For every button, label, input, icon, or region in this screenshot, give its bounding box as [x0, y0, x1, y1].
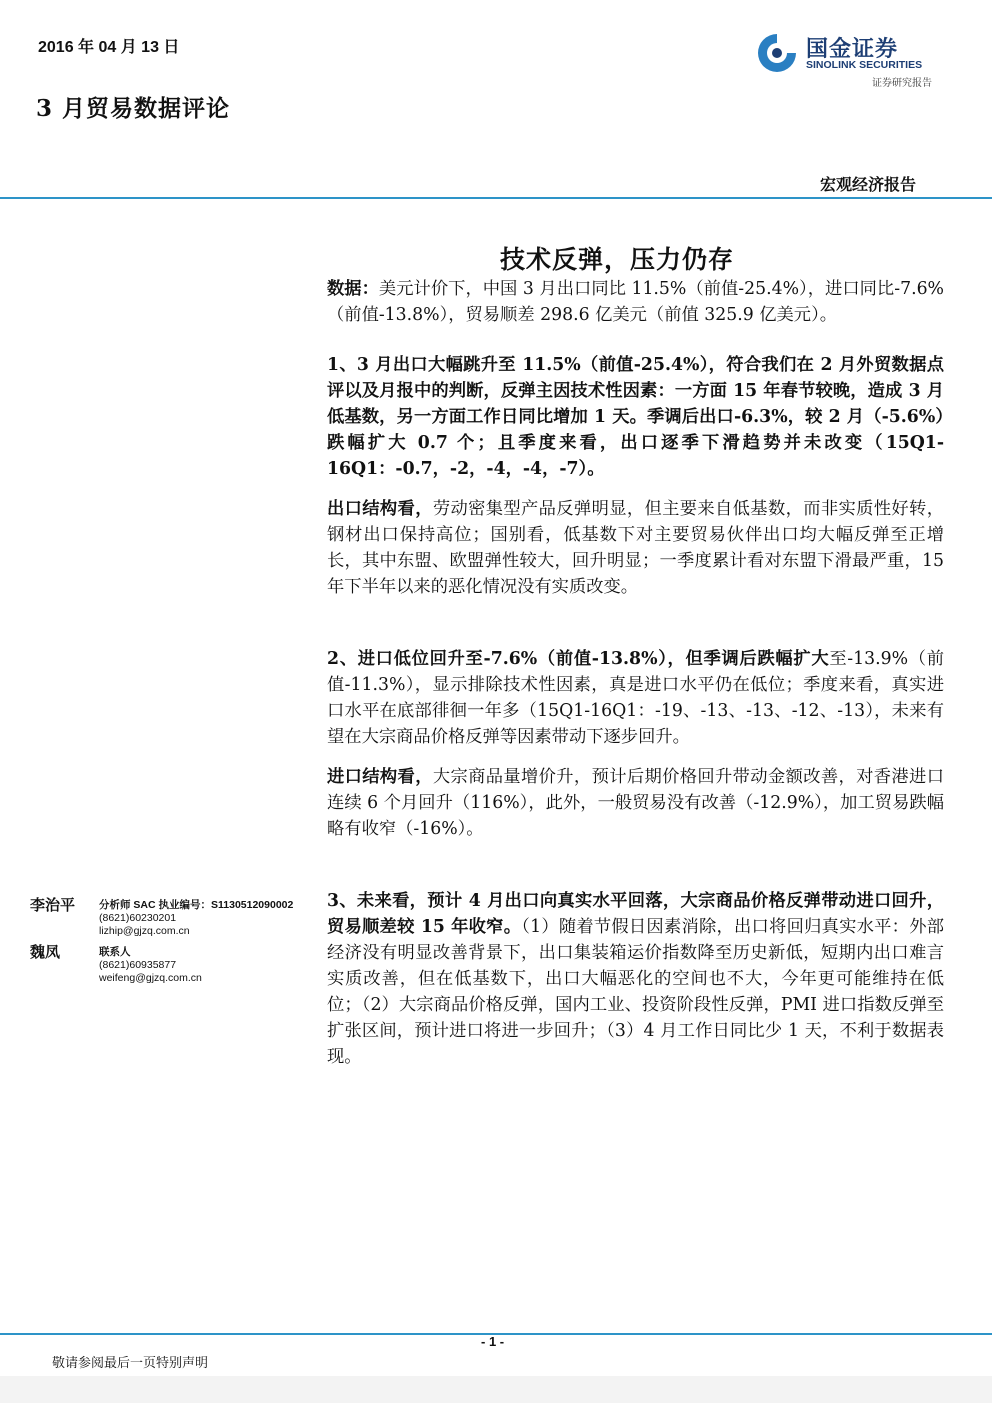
- outlook-paragraph: [327, 888, 944, 1070]
- contact-role: 联系人: [99, 946, 131, 958]
- analyst-info: [99, 899, 293, 938]
- export-structure-paragraph: [327, 496, 944, 600]
- contact-phone: (8621)60935877: [99, 959, 177, 971]
- company-logo: [756, 30, 952, 92]
- export-structure-label: 出口结构看，: [327, 499, 433, 519]
- analyst-role: 分析师 SAC 执业编号：S1130512090002: [99, 899, 294, 911]
- export-point-text: 1、3 月出口大幅跳升至 11.5%（前值-25.4%），符合我们在 2 月外贸数据点评以及月报中的判断，反弹主因技术性因素：一方面 15 年春节较晚，造成 3 月低基数，另一方面工作日同比增加 1 天。季调后出口-6.3%，较 2 月（-5.6%）跌幅扩大 0.7 个；且季度来看，出口逐季下滑趋势并未改变（15Q1-16Q1：-0.7，-2，-4，-4，-7）。: [327, 355, 944, 479]
- analyst-email[interactable]: lizhip@gjzq.com.cn: [99, 925, 190, 937]
- import-structure-label: 进口结构看，: [327, 767, 433, 787]
- analyst-name: 李治平: [30, 896, 76, 914]
- contact-info: [99, 946, 202, 985]
- data-label: 数据：: [327, 279, 379, 299]
- import-analysis-paragraph: [327, 646, 944, 750]
- logo-name-en: SINOLINK SECURITIES: [806, 59, 923, 71]
- import-structure-text: 大宗商品量增价升，预计后期价格回升带动金额改善，对香港进口连续 6 个月回升（116%），此外，一般贸易没有改善（-12.9%），加工贸易跌幅略有收窄（-16%）。: [327, 767, 944, 839]
- outlook-lead: 3、未来看，预计 4 月出口向真实水平回落，大宗商品价格反弹带动进口回升，贸易顺差较 15 年收窄。: [327, 891, 944, 937]
- page-number: - 1 -: [481, 1334, 505, 1349]
- report-body: [327, 276, 944, 1084]
- contact-email[interactable]: weifeng@gjzq.com.cn: [99, 972, 202, 984]
- export-structure-text: 劳动密集型产品反弹明显，但主要来自低基数，而非实质性好转，钢材出口保持高位；国别看，低基数下对主要贸易伙伴出口均大幅反弹至正增长，其中东盟、欧盟弹性较大，回升明显；一季度累计看对东盟下滑最严重，15 年下半年以来的恶化情况没有实质改变。: [327, 499, 944, 597]
- report-title: 3 月贸易数据评论: [36, 95, 231, 122]
- analyst-phone: (8621)60230201: [99, 912, 177, 924]
- report-type: 宏观经济报告: [820, 175, 917, 194]
- data-summary-text: 美元计价下，中国 3 月出口同比 11.5%（前值-25.4%），进口同比-7.6%（前值-13.8%），贸易顺差 298.6 亿美元（前值 325.9 亿美元）。: [327, 279, 944, 325]
- disclaimer-note: 敬请参阅最后一页特别声明: [52, 1356, 209, 1371]
- import-point-text: 至-13.9%（前值-11.3%），显示排除技术性因素，真是进口水平仍在低位；季度来看，真实进口水平在底部徘徊一年多（15Q1-16Q1：-19、-13、-13、-12、-13），未来有望在大宗商品价格反弹等因素带动下逐步回升。: [327, 649, 944, 747]
- header-divider: [0, 197, 992, 199]
- outlook-text: （1）随着节假日因素消除，出口将回归真实水平：外部经济没有明显改善背景下，出口集装箱运价指数降至历史新低，短期内出口难言实质改善，但在低基数下，出口大幅恶化的空间也不大，今年更可能维持在低位；（2）大宗商品价格反弹，国内工业、投资阶段性反弹，PMI 进口指数反弹至扩张区间，预计进口将进一步回升；（3）4 月工作日同比少 1 天，不利于数据表现。: [327, 917, 944, 1067]
- contact-name: 魏凤: [30, 943, 61, 961]
- footer-band: [0, 1376, 992, 1403]
- sinolink-logo-icon: [756, 32, 798, 74]
- import-structure-paragraph: [327, 764, 944, 842]
- export-analysis-paragraph: [327, 352, 944, 482]
- import-point-lead: 2、进口低位回升至-7.6%（前值-13.8%），但季调后跌幅扩大: [327, 649, 830, 669]
- logo-name-cn: 国金证券: [806, 36, 899, 61]
- logo-subtitle: 证券研究报告: [872, 78, 932, 89]
- data-summary-paragraph: [327, 276, 944, 328]
- headline: 技术反弹，压力仍存: [500, 245, 735, 274]
- report-date: 2016 年 04 月 13 日: [38, 39, 180, 56]
